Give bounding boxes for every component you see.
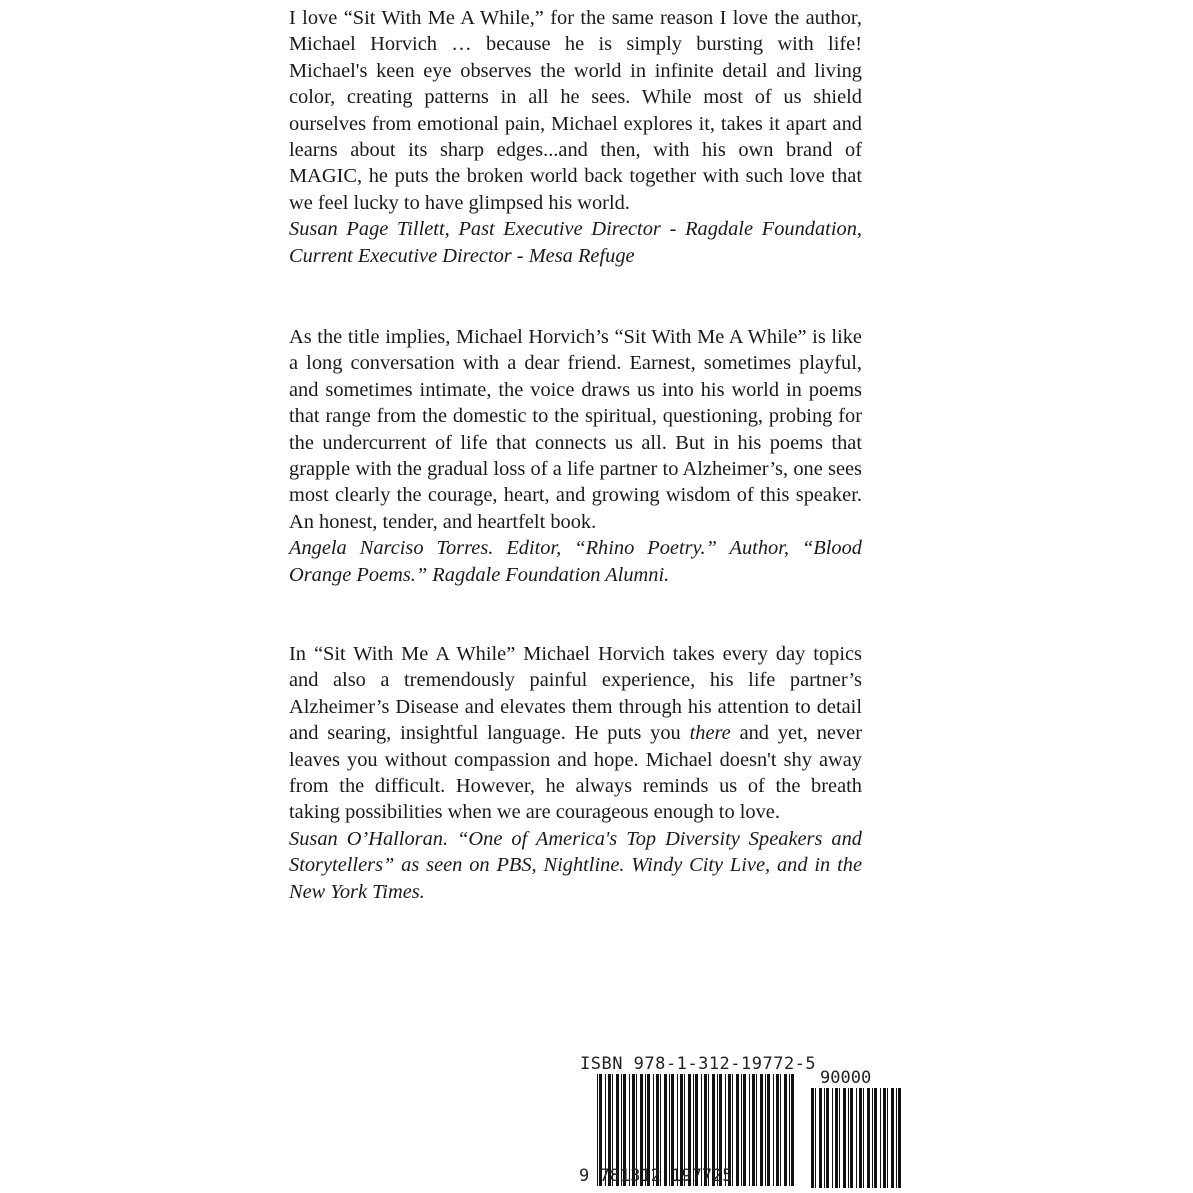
barcode-bar bbox=[741, 1074, 742, 1186]
barcode-bar bbox=[896, 1088, 897, 1188]
barcode-bar bbox=[832, 1088, 833, 1188]
barcode-bar bbox=[789, 1074, 790, 1186]
barcode-bar bbox=[887, 1088, 888, 1188]
review-blurb-3 bbox=[289, 641, 862, 905]
review-blurb-2 bbox=[289, 324, 862, 588]
barcode-bar bbox=[850, 1088, 853, 1188]
barcode-bar bbox=[835, 1088, 838, 1188]
review-text-emphasis: there bbox=[689, 722, 731, 745]
barcode-bar bbox=[839, 1088, 840, 1188]
barcode-bar bbox=[843, 1088, 846, 1188]
isbn-barcode bbox=[575, 1052, 905, 1190]
barcode-bar bbox=[863, 1088, 864, 1188]
barcode-bar bbox=[898, 1088, 901, 1188]
review-text: As the title implies, Michael Horvich’s “Sit With Me A While” is like a long conversation with a dear friend. Earnest, sometimes playful, and sometimes intimate, the voice draws us into his world in poems that range from the domestic to the spiritual, questioning, probing for the undercurrent of life that connects us all. But in his poems that grapple with the gradual loss of a life partner to Alzheimer’s, one sees most clearly the courage, heart, and growing wisdom of this speaker. An honest, tender, and heartfelt book. bbox=[289, 326, 862, 533]
barcode-bar bbox=[883, 1088, 886, 1188]
barcode-bar bbox=[819, 1088, 822, 1188]
review-attribution: Susan Page Tillett, Past Executive Director - Ragdale Foundation, Current Executive Director - Mesa Refuge bbox=[289, 218, 862, 267]
review-text-part: In “Sit With Me A While” Michael Horvich takes every day topics and also a tremendously painful experience, his life partner’s Alzheimer’s Disease and elevates them through his attention to detail and searing, insightful language. He puts you bbox=[289, 643, 862, 745]
barcode-bar bbox=[791, 1074, 794, 1186]
barcode-bar bbox=[760, 1074, 763, 1186]
barcode-bar bbox=[880, 1088, 881, 1188]
price-code: 90000 bbox=[820, 1068, 872, 1088]
barcode-bar bbox=[815, 1088, 816, 1188]
barcode-bar bbox=[736, 1074, 739, 1186]
review-blurb-1 bbox=[289, 5, 862, 269]
barcode-bar bbox=[756, 1074, 757, 1186]
review-attribution: Angela Narciso Torres. Editor, “Rhino Poetry.” Author, “Blood Orange Poems.” Ragdale Foundation Alumni. bbox=[289, 537, 862, 586]
barcode-bar bbox=[811, 1088, 814, 1188]
barcode-bar bbox=[856, 1088, 857, 1188]
barcode-bar bbox=[773, 1074, 774, 1186]
barcode-bar bbox=[848, 1088, 849, 1188]
barcode-bar bbox=[826, 1088, 829, 1188]
review-text: I love “Sit With Me A While,” for the same reason I love the author, Michael Horvich … because he is simply bursting with life! Michael's keen eye observes the world in infinite detail and living color, creating patterns in all he sees. While most of us shield ourselves from emotional pain, Michael explores it, takes it apart and learns about its sharp edges...and then, with his own brand of MAGIC, he puts the broken world back together with such love that we feel lucky to have glimpsed his world. bbox=[289, 7, 862, 214]
barcode-bar bbox=[859, 1088, 862, 1188]
barcode-bar bbox=[874, 1088, 877, 1188]
review-attribution: Susan O’Halloran. “One of America's Top Diversity Speakers and Storytellers” as seen on PBS, Nightline. Windy City Live, and in the New York Times. bbox=[289, 827, 862, 903]
barcode-bar bbox=[867, 1088, 870, 1188]
review-text bbox=[289, 641, 862, 826]
barcode-bar bbox=[784, 1074, 787, 1186]
barcode-bar bbox=[776, 1074, 779, 1186]
review-text-part: and yet, never leaves you without compassion and hope. Michael doesn't shy away from the difficult. However, he always reminds us of the breath taking possibilities when we are courageous enough to love. bbox=[289, 722, 862, 824]
barcode-bar bbox=[765, 1074, 766, 1186]
barcode-bar bbox=[872, 1088, 873, 1188]
barcode-bar bbox=[767, 1074, 770, 1186]
barcode-bar bbox=[749, 1074, 750, 1186]
barcode-bar bbox=[743, 1074, 746, 1186]
isbn-label: ISBN 978-1-312-19772-5 bbox=[580, 1054, 817, 1074]
barcode-bar bbox=[824, 1088, 825, 1188]
barcode-bar bbox=[780, 1074, 781, 1186]
barcode-digits: 9 781312 197725 bbox=[579, 1166, 733, 1186]
barcode-bar bbox=[752, 1074, 755, 1186]
barcode-bar bbox=[891, 1088, 894, 1188]
